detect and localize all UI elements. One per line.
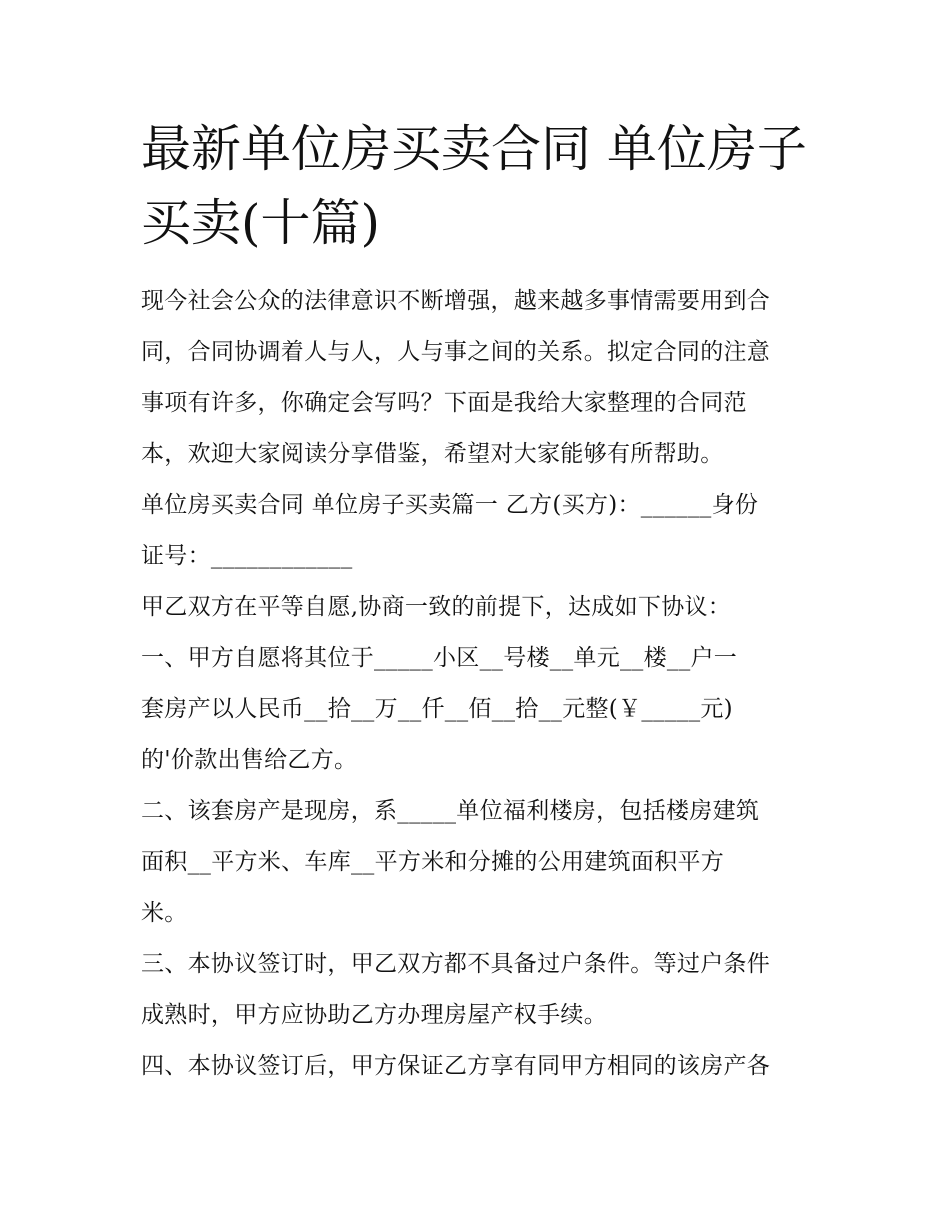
text-line: 本，欢迎大家阅读分享借鉴，希望对大家能够有所帮助。 — [141, 441, 724, 467]
text-line: 现今社会公众的法律意识不断增强，越来越多事情需要用到合 — [141, 288, 771, 314]
text-line: 甲乙双方在平等自愿,协商一致的前提下，达成如下协议： — [141, 594, 732, 620]
document-content — [141, 112, 816, 1092]
clause-1 — [141, 633, 816, 786]
clause-2 — [141, 786, 816, 939]
text-line: 三、本协议签订时，甲乙双方都不具备过户条件。等过户条件 — [141, 951, 771, 977]
title-line-1: 最新单位房买卖合同 单位房子 — [141, 120, 807, 178]
document-title — [141, 112, 816, 260]
section-heading-paragraph — [141, 480, 816, 582]
text-line: 四、本协议签订后，甲方保证乙方享有同甲方相同的该房产各 — [141, 1053, 771, 1079]
text-line: 事项有许多，你确定会写吗？下面是我给大家整理的合同范 — [141, 390, 747, 416]
text-line: 一、甲方自愿将其位于_____小区__号楼__单元__楼__户一 — [141, 645, 738, 671]
text-line: 的'价款出售给乙方。 — [141, 747, 358, 773]
text-line: 同，合同协调着人与人，人与事之间的关系。拟定合同的注意 — [141, 339, 771, 365]
text-line: 成熟时，甲方应协助乙方办理房屋产权手续。 — [141, 1002, 607, 1028]
text-line: 套房产以人民币__拾__万__仟__佰__拾__元整(￥_____元) — [141, 696, 733, 722]
agreement-preamble — [141, 582, 816, 633]
text-line: 二、该套房产是现房，系_____单位福利楼房，包括楼房建筑 — [141, 798, 760, 824]
intro-paragraph — [141, 276, 816, 480]
text-line: 米。 — [141, 900, 188, 926]
text-line: 面积__平方米、车库__平方米和分摊的公用建筑面积平方 — [141, 849, 725, 875]
clause-4 — [141, 1041, 816, 1092]
clause-3 — [141, 939, 816, 1041]
text-line: 单位房买卖合同 单位房子买卖篇一 乙方(买方)：______身份 — [141, 492, 759, 518]
text-line: 证号：____________ — [141, 543, 353, 569]
title-line-2: 买卖(十篇) — [141, 194, 381, 252]
